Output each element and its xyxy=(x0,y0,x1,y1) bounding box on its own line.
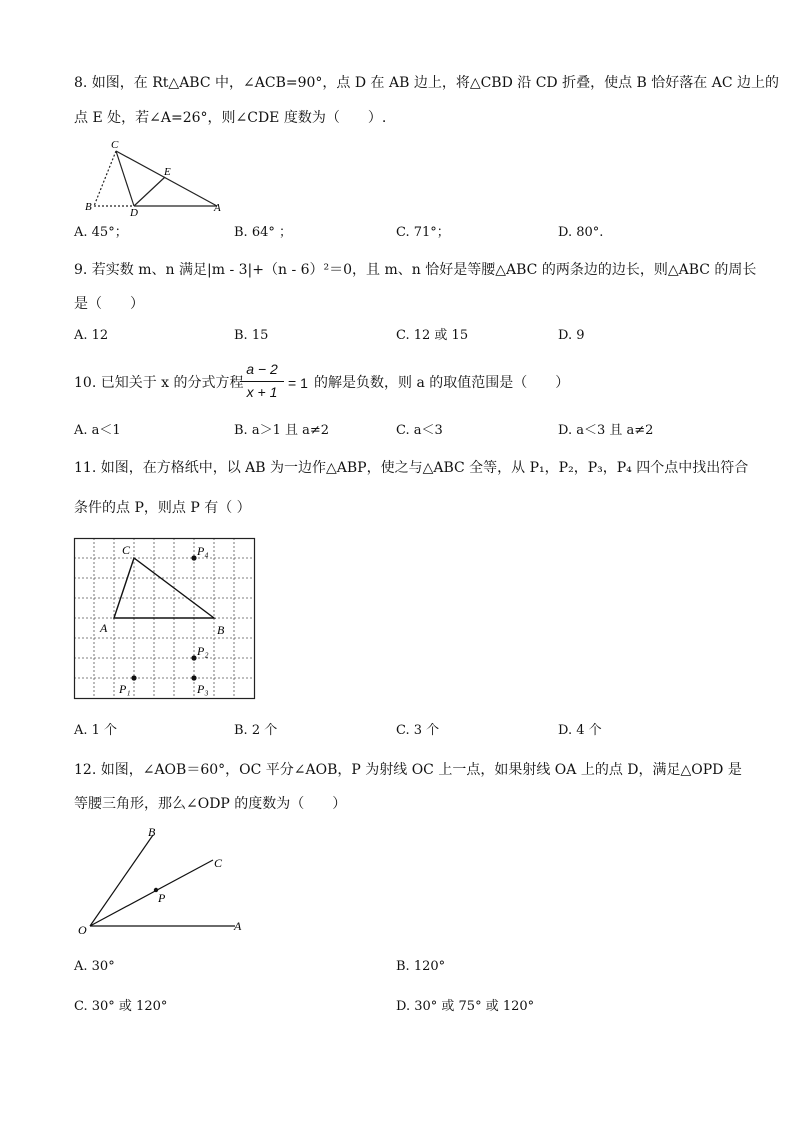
q12-option-d: D. 30° 或 75° 或 120° xyxy=(396,999,535,1014)
q9-line1: 9. 若实数 m、n 满足|m - 3|+（n - 6）²＝0，且 m、n 恰好是等腰△ABC 的两条边的边长，则△ABC 的周长 xyxy=(74,262,757,278)
q11-label-a: A xyxy=(100,621,108,635)
q10-option-c: C. a＜3 xyxy=(396,423,443,438)
q8-label-b: B xyxy=(85,201,92,213)
q8-label-a: A xyxy=(214,202,221,214)
q12-label-b: B xyxy=(148,825,156,839)
q10-suffix: 的解是负数，则 a 的取值范围是（ ） xyxy=(314,375,570,391)
point-p2 xyxy=(191,655,196,660)
q11-label-p2: P₂ xyxy=(197,644,209,658)
q9-option-a: A. 12 xyxy=(74,328,109,343)
q8-option-b: B. 64° ； xyxy=(234,225,292,240)
q12-option-c: C. 30° 或 120° xyxy=(74,999,168,1014)
q11-line1: 11. 如图，在方格纸中，以 AB 为一边作△ABP，使之与△ABC 全等，从 P₁，P₂，P₃，P₄ 四个点中找出符合 xyxy=(74,460,749,476)
q8-line2: 点 E 处，若∠A=26°，则∠CDE 度数为（ ）. xyxy=(74,110,387,126)
q12-option-b: B. 120° xyxy=(396,959,446,974)
q11-option-d: D. 4 个 xyxy=(558,723,602,738)
q8-option-c: C. 71°； xyxy=(396,225,450,240)
q11-option-a: A. 1 个 xyxy=(74,723,118,738)
point-p1 xyxy=(131,675,136,680)
q11-label-c: C xyxy=(122,543,131,557)
q8-option-d: D. 80°. xyxy=(558,225,604,240)
q10-fraction-numerator: a − 2 xyxy=(246,361,278,377)
q9-option-d: D. 9 xyxy=(558,328,585,343)
q9-option-b: B. 15 xyxy=(234,328,269,343)
q9-line2: 是（ ） xyxy=(74,296,144,312)
q12-line2: 等腰三角形，那么∠ODP 的度数为（ ） xyxy=(74,796,347,812)
point-p4 xyxy=(191,555,196,560)
q8-label-c: C xyxy=(111,139,119,151)
q8-line1: 8. 如图，在 Rt△ABC 中，∠ACB=90°，点 D 在 AB 边上，将△CBD 沿 CD 折叠，使点 B 恰好落在 AC 边上的 xyxy=(74,75,780,91)
q10-fraction-bar xyxy=(240,381,284,382)
q8-label-d: D xyxy=(130,207,138,219)
q10-fraction-denominator: x + 1 xyxy=(246,384,278,400)
q12-angle-figure xyxy=(74,822,254,940)
q11-label-p1: P₁ xyxy=(119,682,131,696)
q12-label-c: C xyxy=(214,856,223,870)
q11-label-p4: P₄ xyxy=(197,544,209,558)
q10-option-a: A. a＜1 xyxy=(74,423,121,438)
q9-option-c: C. 12 或 15 xyxy=(396,328,469,343)
q8-option-a: A. 45°； xyxy=(74,225,128,240)
q8-triangle-figure xyxy=(80,135,230,220)
q11-option-b: B. 2 个 xyxy=(234,723,278,738)
q12-label-a: A xyxy=(234,919,242,933)
q11-label-p3: P₃ xyxy=(197,682,209,696)
q8-label-e: E xyxy=(164,166,171,178)
q11-line2: 条件的点 P，则点 P 有（ ） xyxy=(74,500,251,516)
q12-option-a: A. 30° xyxy=(74,959,115,974)
q10-prefix: 10. 已知关于 x 的分式方程 xyxy=(74,375,244,391)
q10-equals-one: = 1 xyxy=(288,375,308,391)
point-p3 xyxy=(191,675,196,680)
q10-option-d: D. a＜3 且 a≠2 xyxy=(558,423,654,438)
q11-option-c: C. 3 个 xyxy=(396,723,440,738)
q12-label-p: P xyxy=(158,891,166,905)
q12-label-o: O xyxy=(78,923,87,937)
q10-option-b: B. a＞1 且 a≠2 xyxy=(234,423,330,438)
q12-line1: 12. 如图，∠AOB＝60°，OC 平分∠AOB，P 为射线 OC 上一点，如果射线 OA 上的点 D，满足△OPD 是 xyxy=(74,762,742,778)
q11-label-b: B xyxy=(217,623,225,637)
q11-grid-figure xyxy=(74,538,256,700)
